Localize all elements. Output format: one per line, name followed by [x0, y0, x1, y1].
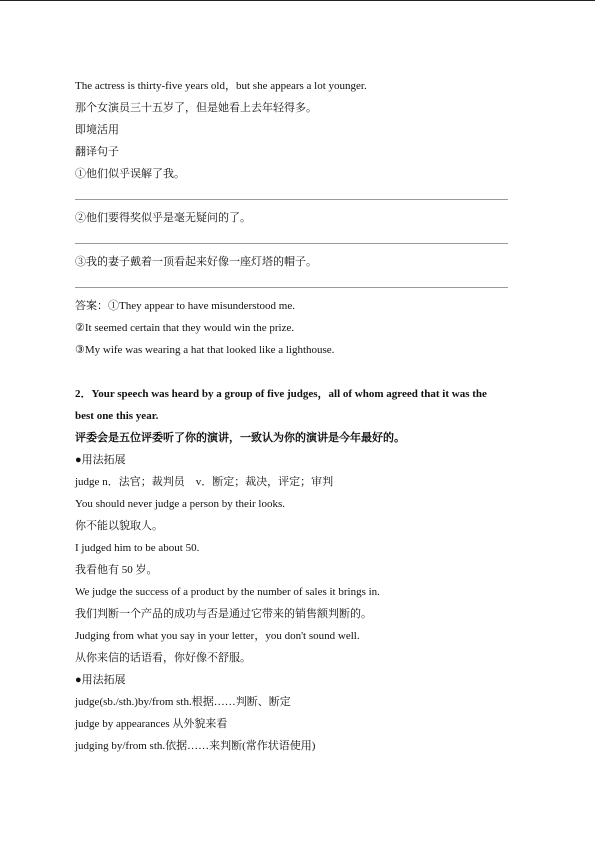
exercise-3-prompt: ③我的妻子戴着一顶看起来好像一座灯塔的帽子。: [75, 256, 317, 268]
answer-1: 答案：①They appear to have misunderstood me.: [75, 300, 295, 312]
exercise-2-prompt: ②他们要得奖似乎是毫无疑问的了。: [75, 212, 251, 224]
example-sentence-zh: 那个女演员三十五岁了，但是她看上去年轻得多。: [75, 102, 317, 114]
answer-line-2: [75, 243, 508, 244]
exercise-1-prompt: ①他们似乎误解了我。: [75, 168, 185, 180]
usage-heading-2: ●用法拓展: [75, 674, 126, 686]
answer-2: ②It seemed certain that they would win the prize.: [75, 322, 295, 334]
example-3-en: We judge the success of a product by the number of sales it brings in.: [75, 586, 380, 598]
example-sentence-en: The actress is thirty-five years old，but she appears a lot younger.: [75, 80, 367, 92]
task-heading-translate: 翻译句子: [75, 146, 119, 158]
phrase-3: judging by/from sth.依据……来判断(常作状语使用): [75, 740, 316, 752]
answer-3: ③My wife was wearing a hat that looked like a lighthouse.: [75, 344, 335, 356]
example-3-zh: 我们判断一个产品的成功与否是通过它带来的销售额判断的。: [75, 608, 372, 620]
example-1-en: You should never judge a person by their looks.: [75, 498, 285, 510]
key-sentence-zh: 评委会是五位评委听了你的演讲，一致认为你的演讲是今年最好的。: [75, 432, 405, 444]
example-4-en: Judging from what you say in your letter，you don't sound well.: [75, 630, 360, 642]
answer-line-3: [75, 287, 508, 288]
key-sentence-en-line2: best one this year.: [75, 410, 159, 422]
answer-line-1: [75, 199, 508, 200]
definition-judge: judge n．法官；裁判员 v．断定；裁决，评定；审判: [75, 476, 334, 488]
example-1-zh: 你不能以貌取人。: [75, 520, 163, 532]
example-2-en: I judged him to be about 50.: [75, 542, 200, 554]
usage-heading-1: ●用法拓展: [75, 454, 126, 466]
section-heading-practice: 即境活用: [75, 124, 119, 136]
key-sentence-en-line1: 2．Your speech was heard by a group of five judges，all of whom agreed that it was the: [75, 388, 487, 400]
phrase-1: judge(sb./sth.)by/from sth.根据……判断、断定: [75, 696, 291, 708]
top-border: [0, 0, 595, 1]
example-4-zh: 从你来信的话语看，你好像不舒服。: [75, 652, 251, 664]
phrase-2: judge by appearances 从外貌来看: [75, 718, 228, 730]
example-2-zh: 我看他有 50 岁。: [75, 564, 158, 576]
